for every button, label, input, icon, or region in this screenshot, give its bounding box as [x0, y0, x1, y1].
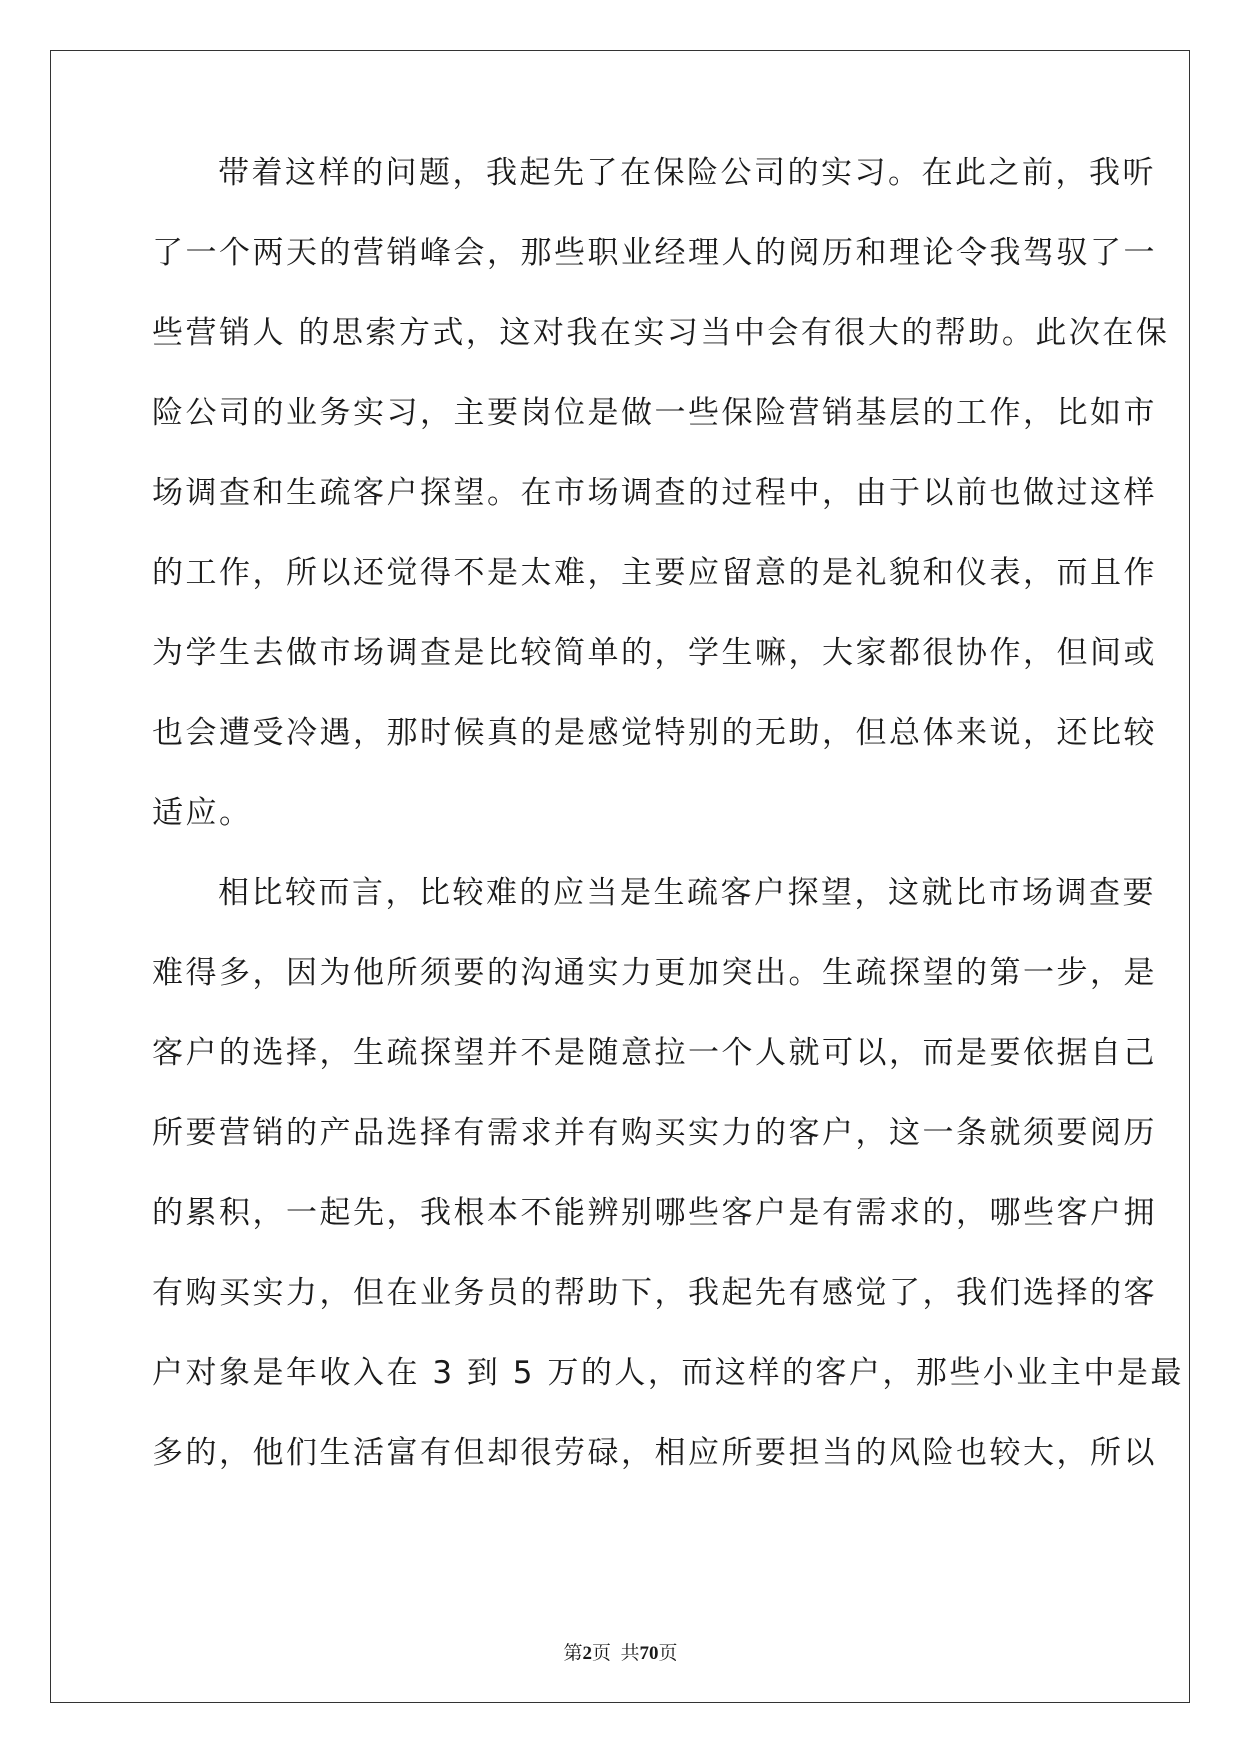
text-line: 带着这样的问题，我起先了在保险公司的实习。在此之前，我听 [218, 155, 1156, 191]
text-line: 有购买实力，但在业务员的帮助下，我起先有感觉了，我们选择的客 [152, 1275, 1157, 1311]
text-line: 险公司的业务实习，主要岗位是做一些保险营销基层的工作，比如市 [152, 395, 1157, 431]
footer-prefix: 第 [563, 1643, 583, 1664]
text-line: 也会遭受冷遇，那时候真的是感觉特别的无助，但总体来说，还比较 [152, 715, 1157, 751]
page-footer [0, 1638, 1241, 1665]
text-line: 的工作，所以还觉得不是太难，主要应留意的是礼貌和仪表，而且作 [152, 555, 1157, 591]
text-line: 多的，他们生活富有但却很劳碌，相应所要担当的风险也较大，所以 [152, 1435, 1157, 1471]
text-line: 些营销人 的思索方式，这对我在实习当中会有很大的帮助。此次在保 [152, 315, 1170, 351]
text-line: 所要营销的产品选择有需求并有购买实力的客户，这一条就须要阅历 [152, 1115, 1157, 1151]
total-page-count: 70 [639, 1643, 659, 1664]
footer-middle: 页 共 [591, 1643, 640, 1664]
text-line: 了一个两天的营销峰会，那些职业经理人的阅历和理论令我驾驭了一 [152, 235, 1157, 271]
text-line: 为学生去做市场调查是比较简单的，学生嘛，大家都很协作，但间或 [152, 635, 1157, 671]
text-line: 适应。 [152, 795, 253, 831]
text-line: 户对象是年收入在 3 到 5 万的人，而这样的客户，那些小业主中是最 [152, 1355, 1184, 1391]
text-line: 客户的选择，生疏探望并不是随意拉一个人就可以，而是要依据自己 [152, 1035, 1157, 1071]
footer-suffix: 页 [658, 1643, 678, 1664]
text-line: 难得多，因为他所须要的沟通实力更加突出。生疏探望的第一步，是 [152, 955, 1157, 991]
text-line: 的累积，一起先，我根本不能辨别哪些客户是有需求的，哪些客户拥 [152, 1195, 1157, 1231]
text-line: 场调查和生疏客户探望。在市场调查的过程中，由于以前也做过这样 [152, 475, 1157, 511]
current-page-number: 2 [582, 1643, 592, 1664]
text-line: 相比较而言，比较难的应当是生疏客户探望，这就比市场调查要 [218, 875, 1156, 911]
